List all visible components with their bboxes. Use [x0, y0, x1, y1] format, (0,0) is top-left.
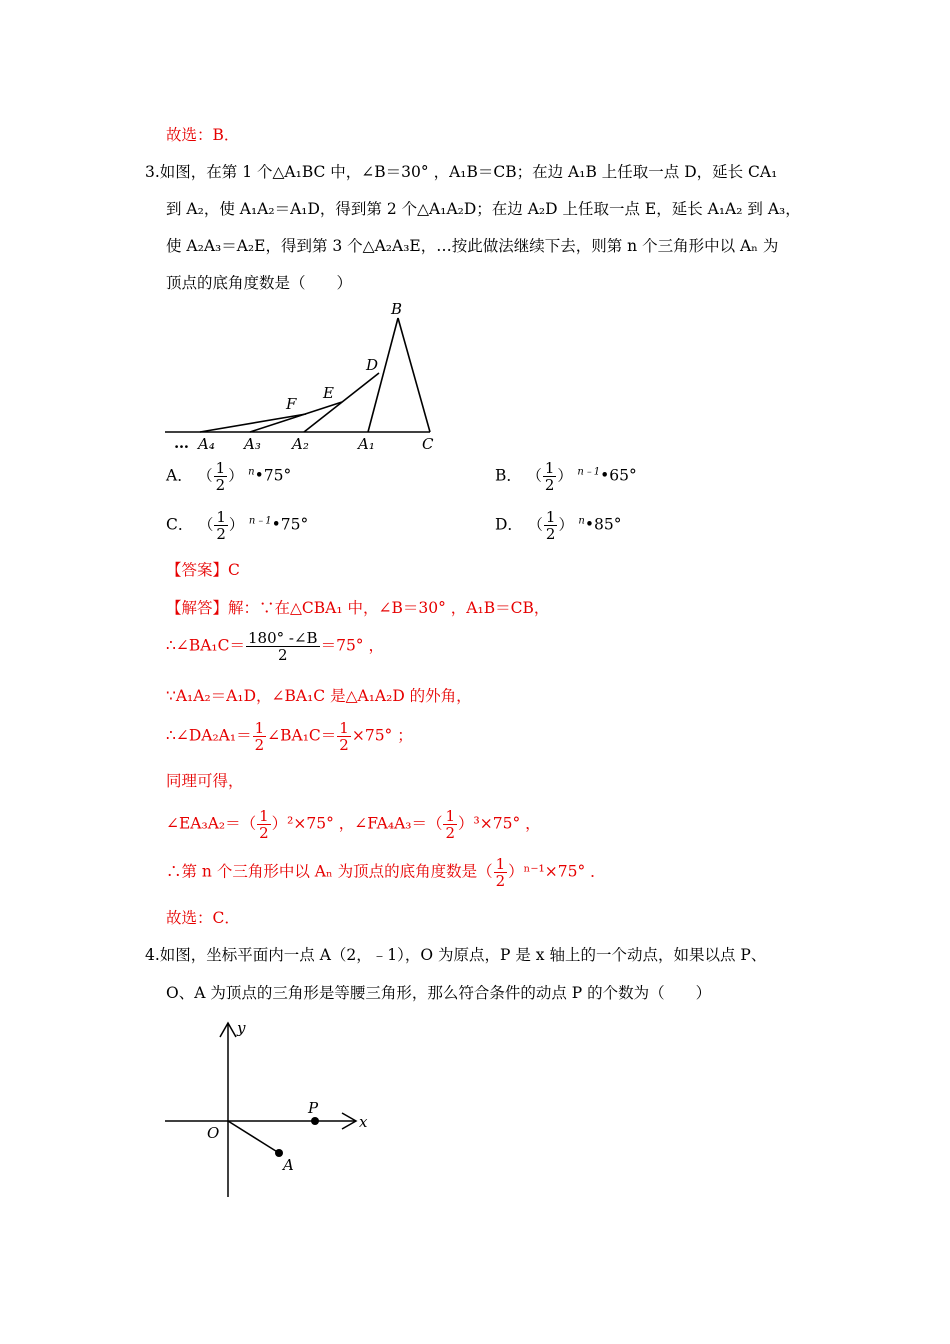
label-x: x [359, 1113, 368, 1131]
solution-line5: 同理可得， [166, 772, 244, 790]
q3-triangle-figure [160, 296, 450, 456]
label-A1: A₁ [358, 435, 375, 453]
solution-line3: ∵A₁A₂＝A₁D，∠BA₁C 是△A₁A₂D 的外角， [166, 687, 472, 705]
q3-text-line3: 使 A₂A₃＝A₂E，得到第 3 个△A₂A₃E，…按此做法继续下去，则第 n 个三角形中以 Aₙ 为 [166, 237, 779, 255]
label-B: B [391, 300, 403, 318]
option-c: C． （ $\frac{1}{2}$ ） $^{n﹣1}$•75° [166, 508, 309, 543]
q4-text-line1: 4.如图，坐标平面内一点 A（2，﹣1），O 为原点，P 是 x 轴上的一个动点，如果以点 P、 [145, 946, 767, 964]
option-a: A． （ $\frac{1}{2}$ ） $^n$•75° [166, 459, 292, 494]
label-p: P [308, 1099, 319, 1117]
prev-choice: 故选：B． [166, 126, 240, 144]
label-D: D [366, 356, 379, 374]
label-y: y [237, 1019, 246, 1037]
label-A3: A₃ [244, 435, 261, 453]
q3-text-line1: 3.如图，在第 1 个△A₁BC 中，∠B＝30° ，A₁B＝CB；在边 A₁B 上任取一点 D，延长 CA₁ [145, 163, 778, 181]
point-a [275, 1149, 283, 1157]
point-p [311, 1117, 319, 1125]
choice: 故选：C． [166, 909, 240, 927]
solution-line7: ∴第 n 个三角形中以 Aₙ 为顶点的底角度数是（ $\frac{1}{2}$ ）ⁿ⁻¹×75° ． [166, 855, 606, 890]
label-E: E [323, 384, 334, 402]
label-F: F [286, 395, 297, 413]
label-o: O [207, 1124, 220, 1142]
solution-line6: ∠EA₃A₂＝（ $\frac{1}{2}$ ）²×75° ，∠FA₄A₃＝（ $\frac{1}{2}$ ）³×75° ， [166, 807, 541, 842]
q3-text-line4: 顶点的底角度数是（ ） [166, 274, 353, 292]
solution-line2: ∴∠BA₁C＝ $\frac{180^\circ -\angle B}{2}$ ＝75° ， [166, 629, 384, 664]
option-b: B． （ $\frac{1}{2}$ ） $^{n﹣1}$•65° [495, 459, 637, 494]
label-dots: … [174, 434, 189, 452]
label-A4: A₄ [198, 435, 215, 453]
label-a: A [283, 1156, 294, 1174]
solution-line1: 【解答】解：∵在△CBA₁ 中，∠B＝30° ，A₁B＝CB， [166, 599, 550, 617]
q4-coordinate-figure [160, 1015, 390, 1205]
option-d: D． （ $\frac{1}{2}$ ） $^n$•85° [495, 508, 622, 543]
label-A2: A₂ [292, 435, 309, 453]
label-C: C [422, 435, 434, 453]
solution-line4: ∴∠DA₂A₁＝ $\frac{1}{2}$ ∠BA₁C＝ $\frac{1}{2}$ ×75° ； [166, 719, 413, 754]
answer: 【答案】C [166, 561, 240, 579]
q4-text-line2: O、A 为顶点的三角形是等腰三角形，那么符合条件的动点 P 的个数为（ ） [166, 984, 712, 1002]
q3-text-line2: 到 A₂，使 A₁A₂＝A₁D，得到第 2 个△A₁A₂D；在边 A₂D 上任取一点 E，延长 A₁A₂ 到 A₃， [166, 200, 801, 218]
